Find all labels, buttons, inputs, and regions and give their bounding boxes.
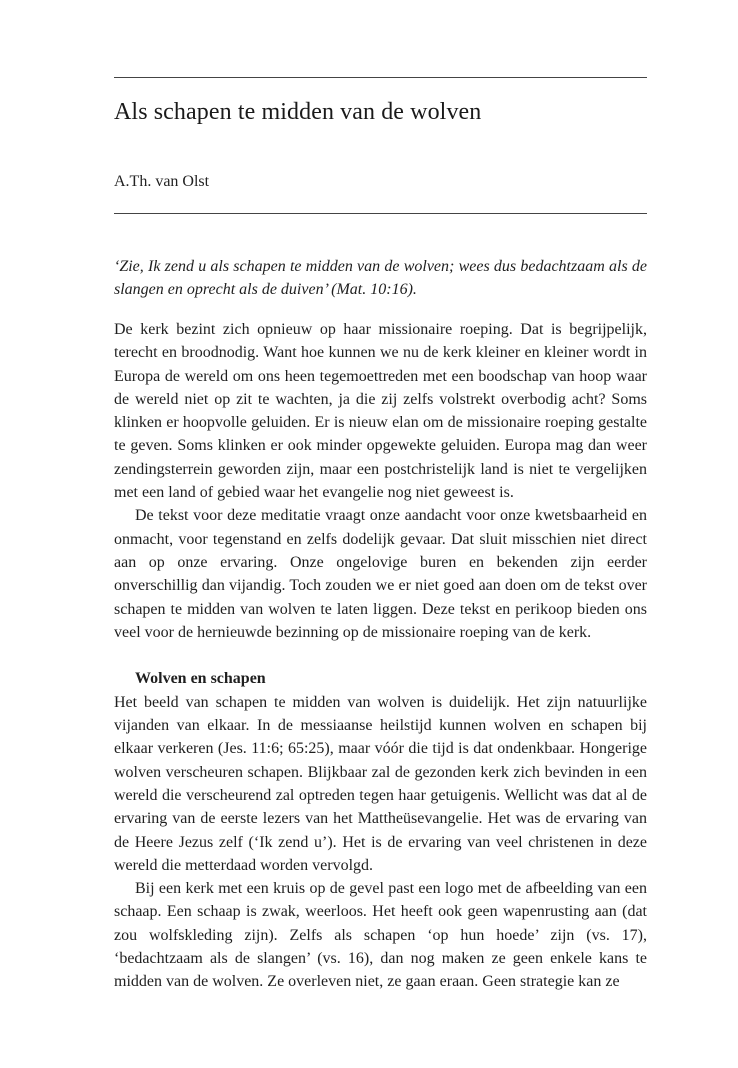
body-paragraph: De kerk bezint zich opnieuw op haar missionaire roeping. Dat is begrijpelijk, terecht en broodnodig. Want hoe kunnen we nu de kerk kleiner en kleiner wordt in Europa de wereld om ons heen tegemoettreden met een boodschap van hoop waar de wereld niet op zit te wachten, ja die zij zelfs volstrekt overbodig acht? Soms klinken er hoopvolle geluiden. Er is nieuw elan om de missionaire roeping gestalte te geven. Soms klinken er ook minder opgewekte geluiden. Europa mag dan weer zendingsterrein geworden zijn, maar een postchristelijk land is niet te vergelijken met een land of gebied waar het evangelie nog niet geweest is. [114, 321, 647, 502]
body-paragraph: Bij een kerk met een kruis op de gevel past een logo met de afbeelding van een schaap. Een schaap is zwak, weerloos. Het heeft ook geen wapenrusting aan (dat zou wolfskleding zijn). Zelfs als schapen ‘op hun hoede’ zijn (vs. 17), ‘bedachtzaam als de slangen’ (vs. 16), dan nog maken ze geen enkele kans te midden van de wolven. Ze overleven niet, ze gaan eraan. Geen strategie kan ze [114, 880, 647, 991]
header-rule [114, 213, 647, 214]
top-rule [114, 77, 647, 78]
article-title: Als schapen te midden van de wolven [114, 99, 482, 125]
article-body [114, 318, 647, 994]
epigraph-quote: ‘Zie, Ik zend u als schapen te midden van de wolven; wees dus bedachtzaam als de slangen en oprecht als de duiven’ (Mat. 10:16). [114, 258, 647, 299]
body-paragraph: De tekst voor deze meditatie vraagt onze aandacht voor onze kwetsbaarheid en onmacht, voor tegenstand en zelfs dodelijk gevaar. Dat sluit misschien niet direct aan op onze ervaring. Onze ongelovige buren en bekenden zijn eerder onverschillig dan vijandig. Toch zouden we er niet goed aan doen om de tekst over schapen te midden van wolven te laten liggen. Deze tekst en perikoop bieden ons veel voor de hernieuwde bezinning op de missionaire roeping van de kerk. [114, 507, 647, 641]
section-heading: Wolven en schapen [135, 670, 266, 688]
author-name: A.Th. van Olst [114, 173, 210, 190]
body-paragraph: Het beeld van schapen te midden van wolven is duidelijk. Het zijn natuurlijke vijanden van elkaar. In de messiaanse heilstijd kunnen wolven en schapen bij elkaar verkeren (Jes. 11:6; 65:25), maar vóór die tijd is dat ondenkbaar. Hongerige wolven verscheuren schapen. Blijkbaar zal de gezonden kerk zich bevinden in een wereld die verscheurend zal optreden tegen haar getuigenis. Wellicht was dat al de ervaring van de eerste lezers van het Mattheüsevangelie. Het was de ervaring van de Heere Jezus zelf (‘Ik zend u’). Het is de ervaring van veel christenen in deze wereld die metterdaad worden vervolgd. [114, 693, 647, 874]
